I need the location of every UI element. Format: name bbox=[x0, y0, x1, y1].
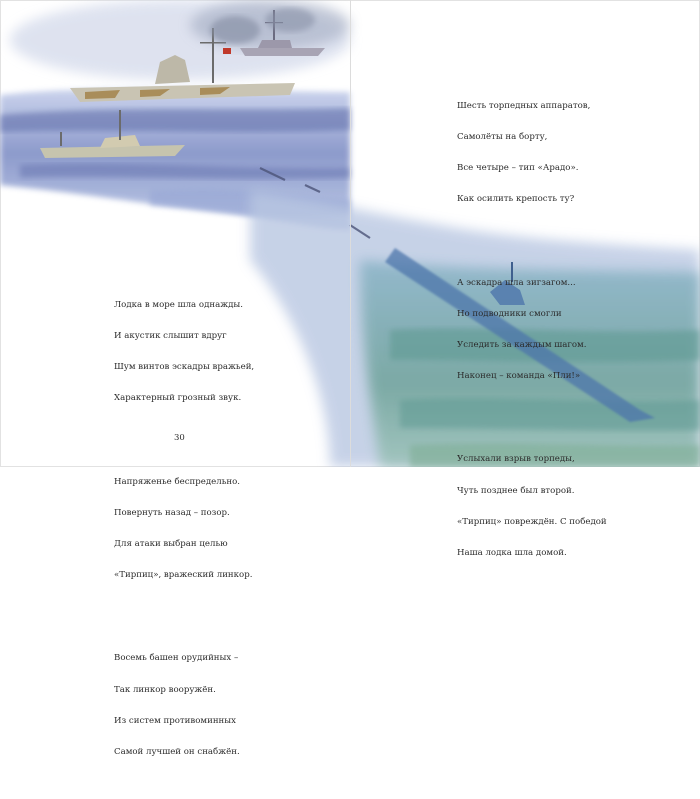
poem-line: Самолёты на борту, bbox=[457, 131, 548, 142]
poem-line: «Тирпиц» повреждён. С победой bbox=[457, 516, 607, 527]
poem-line: Шум винтов эскадры вражьей, bbox=[114, 362, 255, 373]
poem-line: Для атаки выбран целью bbox=[114, 538, 228, 549]
poem-line: Повернуть назад – позор. bbox=[114, 507, 230, 518]
poem-line: Шесть торпедных аппаратов, bbox=[457, 100, 591, 111]
stanza bbox=[114, 456, 254, 602]
poem-line: И акустик слышит вдруг bbox=[114, 330, 227, 341]
poem-line: Так линкор вооружён. bbox=[114, 684, 216, 695]
poem-line: Наша лодка шла домой. bbox=[457, 548, 567, 559]
poem-line: Напряженье беспредельно. bbox=[114, 476, 241, 487]
stanza bbox=[457, 257, 607, 403]
stanza bbox=[457, 434, 607, 580]
poem-line: Характерный грозный звук. bbox=[114, 393, 242, 404]
poem-line: Как осилить крепость ту? bbox=[457, 194, 575, 205]
poem-line: Восемь башен орудийных – bbox=[114, 653, 239, 664]
poem-line: Чуть позднее был второй. bbox=[457, 485, 575, 496]
poem-line: Услыхали взрыв торпеды, bbox=[457, 454, 575, 465]
stanza bbox=[457, 80, 607, 226]
poem-line: Наконец – команда «Пли!» bbox=[457, 371, 581, 382]
left-page-poem bbox=[114, 258, 254, 799]
poem-line: Уследить за каждым шагом. bbox=[457, 339, 587, 350]
poem-line: А эскадра шла зигзагом... bbox=[457, 277, 576, 288]
poem-line: Но подводники смогли bbox=[457, 308, 562, 319]
poem-line: Из систем противоминных bbox=[114, 715, 236, 726]
page-number: 30 bbox=[174, 433, 185, 443]
stanza bbox=[114, 279, 254, 425]
right-page-poem bbox=[457, 59, 607, 600]
poem-line: Самой лучшей он снабжён. bbox=[114, 747, 240, 758]
poem-line: Все четыре – тип «Арадо». bbox=[457, 163, 579, 174]
stanza bbox=[114, 633, 254, 779]
page-gutter bbox=[350, 0, 351, 467]
poem-line: Лодка в море шла однажды. bbox=[114, 299, 243, 310]
poem-line: «Тирпиц», вражеский линкор. bbox=[114, 570, 253, 581]
